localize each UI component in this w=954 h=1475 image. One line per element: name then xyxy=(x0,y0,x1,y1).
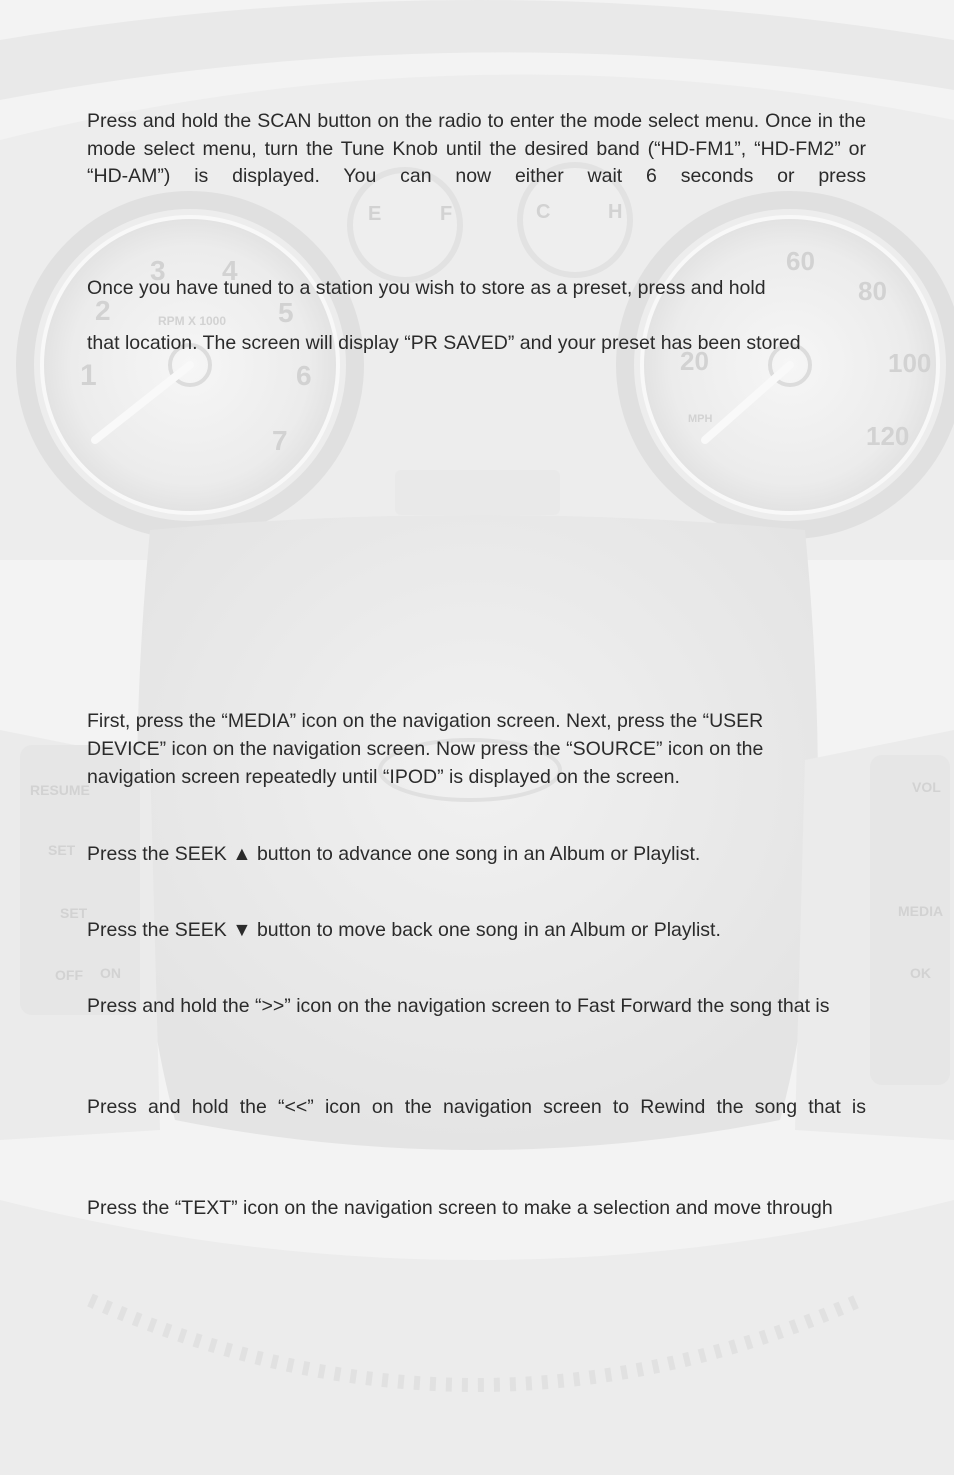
fuel-gauge-empty-label: E xyxy=(368,203,382,225)
off-control-label: OFF xyxy=(55,967,83,983)
ipod-rewind-paragraph: Press and hold the “<<” icon on the navigation screen to Rewind the song that is xyxy=(87,1096,866,1118)
tach-label-5: 5 xyxy=(278,297,294,328)
tach-label-6: 6 xyxy=(296,360,312,391)
ipod-seek-down-paragraph: Press the SEEK ▼ button to move back one song in an Album or Playlist. xyxy=(87,919,721,941)
ok-control-label: OK xyxy=(910,965,931,981)
temp-gauge-cold-label: C xyxy=(536,201,551,223)
speed-label-80: 80 xyxy=(858,276,887,306)
on-control-label: ON xyxy=(100,965,121,981)
speed-label-60: 60 xyxy=(786,246,815,276)
hd-radio-mode-select-paragraph: Press and hold the SCAN button on the radio to enter the mode select menu. Once in the mode select menu, turn the Tune Knob until the desired band (“HD-FM1”, “HD-FM2” or “HD-AM”) is displayed. You can now either wait 6 seconds or press xyxy=(87,110,866,187)
tach-label-7: 7 xyxy=(272,425,288,456)
ipod-access-paragraph: First, press the “MEDIA” icon on the navigation screen. Next, press the “USER DEVICE” icon on the navigation screen. Now press the “SOURCE” icon on the navigation screen repeatedly until “IPOD” is displayed on the screen. xyxy=(87,710,764,788)
ipod-text-paragraph: Press the “TEXT” icon on the navigation screen to make a selection and move through xyxy=(87,1197,833,1219)
temp-gauge-hot-label: H xyxy=(608,201,623,223)
hd-radio-preset-line-2: that location. The screen will display “PR SAVED” and your preset has been stored xyxy=(87,332,801,354)
resume-control-label: RESUME xyxy=(30,782,90,798)
speed-label-120: 120 xyxy=(866,421,910,451)
tach-label-2: 2 xyxy=(95,295,111,326)
speed-label-20: 20 xyxy=(680,346,709,376)
volume-control-label: VOL xyxy=(912,779,941,795)
set-minus-control-label: SET xyxy=(60,905,88,921)
fuel-gauge-full-label: F xyxy=(440,203,453,225)
tach-label-4: 4 xyxy=(222,255,238,286)
ipod-seek-up-paragraph: Press the SEEK ▲ button to advance one song in an Album or Playlist. xyxy=(87,843,701,865)
ipod-fast-forward-paragraph: Press and hold the “>>” icon on the navigation screen to Fast Forward the song that is xyxy=(87,995,830,1017)
set-plus-control-label: SET xyxy=(48,842,76,858)
speed-unit-label: MPH xyxy=(688,413,713,425)
media-control-label: MEDIA xyxy=(898,903,944,919)
tach-label-1: 1 xyxy=(80,359,97,392)
tach-label-3: 3 xyxy=(150,255,166,286)
tach-unit-label: RPM X 1000 xyxy=(158,314,227,328)
speed-label-100: 100 xyxy=(888,348,932,378)
hd-radio-preset-line-1: Once you have tuned to a station you wish to store as a preset, press and hold xyxy=(87,277,766,299)
